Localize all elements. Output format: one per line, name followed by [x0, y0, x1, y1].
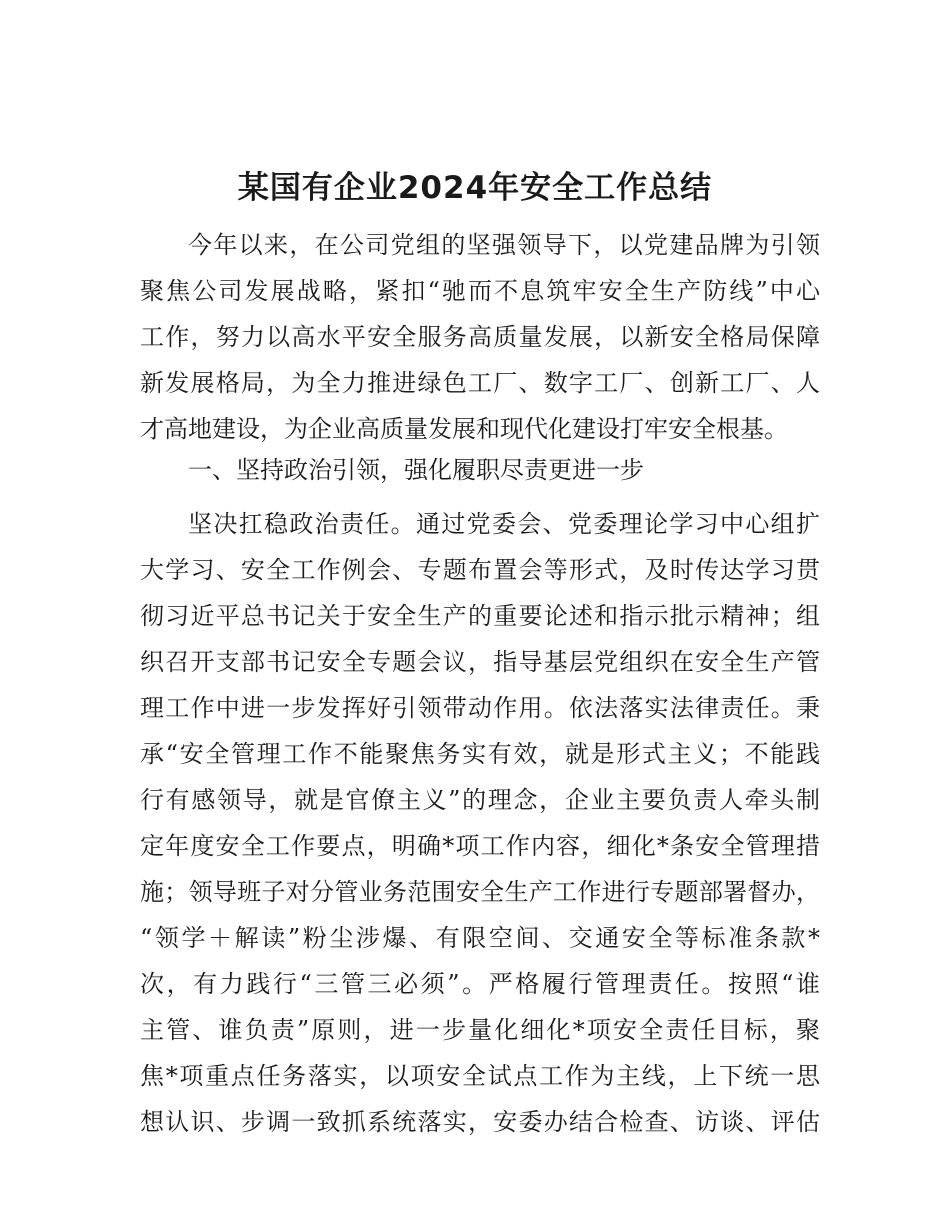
intro-line: 才高地建设，为企业高质量发展和现代化建设打牢安全根基。 [140, 415, 788, 443]
intro-line: 新发展格局，为全力推进绿色工厂、数字工厂、创新工厂、人 [140, 369, 820, 397]
intro-line: 今年以来，在公司党组的坚强领导下，以党建品牌为引领 [188, 231, 820, 259]
section-line: 织召开支部书记安全专题会议，指导基层党组织在安全生产管 [140, 648, 820, 676]
section-line: 焦*项重点任务落实，以项安全试点工作为主线，上下统一思 [140, 1062, 820, 1090]
section-heading [140, 447, 820, 493]
section-line: 承“安全管理工作不能聚焦务实有效，就是形式主义；不能践 [140, 740, 820, 768]
section-line: “领学＋解读”粉尘涉爆、有限空间、交通安全等标准条款* [140, 924, 820, 952]
section-line: 彻习近平总书记关于安全生产的重要论述和指示批示精神；组 [140, 602, 820, 630]
document-title: 某国有企业2024年安全工作总结 [237, 170, 713, 206]
intro-line: 聚焦公司发展战略，紧扣“驰而不息筑牢安全生产防线”中心 [140, 277, 820, 305]
section-heading-text: 一、坚持政治引领，强化履职尽责更进一步 [188, 456, 644, 484]
section-line: 主管、谁负责”原则，进一步量化细化*项安全责任目标，聚 [140, 1016, 820, 1044]
intro-paragraph [140, 222, 820, 452]
section-line: 坚决扛稳政治责任。通过党委会、党委理论学习中心组扩 [188, 510, 820, 538]
section-line: 定年度安全工作要点，明确*项工作内容，细化*条安全管理措 [140, 832, 820, 860]
section-paragraph [140, 501, 820, 1145]
section-line: 大学习、安全工作例会、专题布置会等形式，及时传达学习贯 [140, 556, 820, 584]
section-line: 施；领导班子对分管业务范围安全生产工作进行专题部署督办， [140, 878, 820, 906]
section-line: 理工作中进一步发挥好引领带动作用。依法落实法律责任。秉 [140, 694, 820, 722]
section-line: 次，有力践行“三管三必须”。严格履行管理责任。按照“谁 [140, 970, 820, 998]
section-line: 想认识、步调一致抓系统落实，安委办结合检查、访谈、评估 [140, 1108, 820, 1136]
section-line: 行有感领导，就是官僚主义”的理念，企业主要负责人牵头制 [140, 786, 820, 814]
intro-line: 工作，努力以高水平安全服务高质量发展，以新安全格局保障 [140, 323, 820, 351]
